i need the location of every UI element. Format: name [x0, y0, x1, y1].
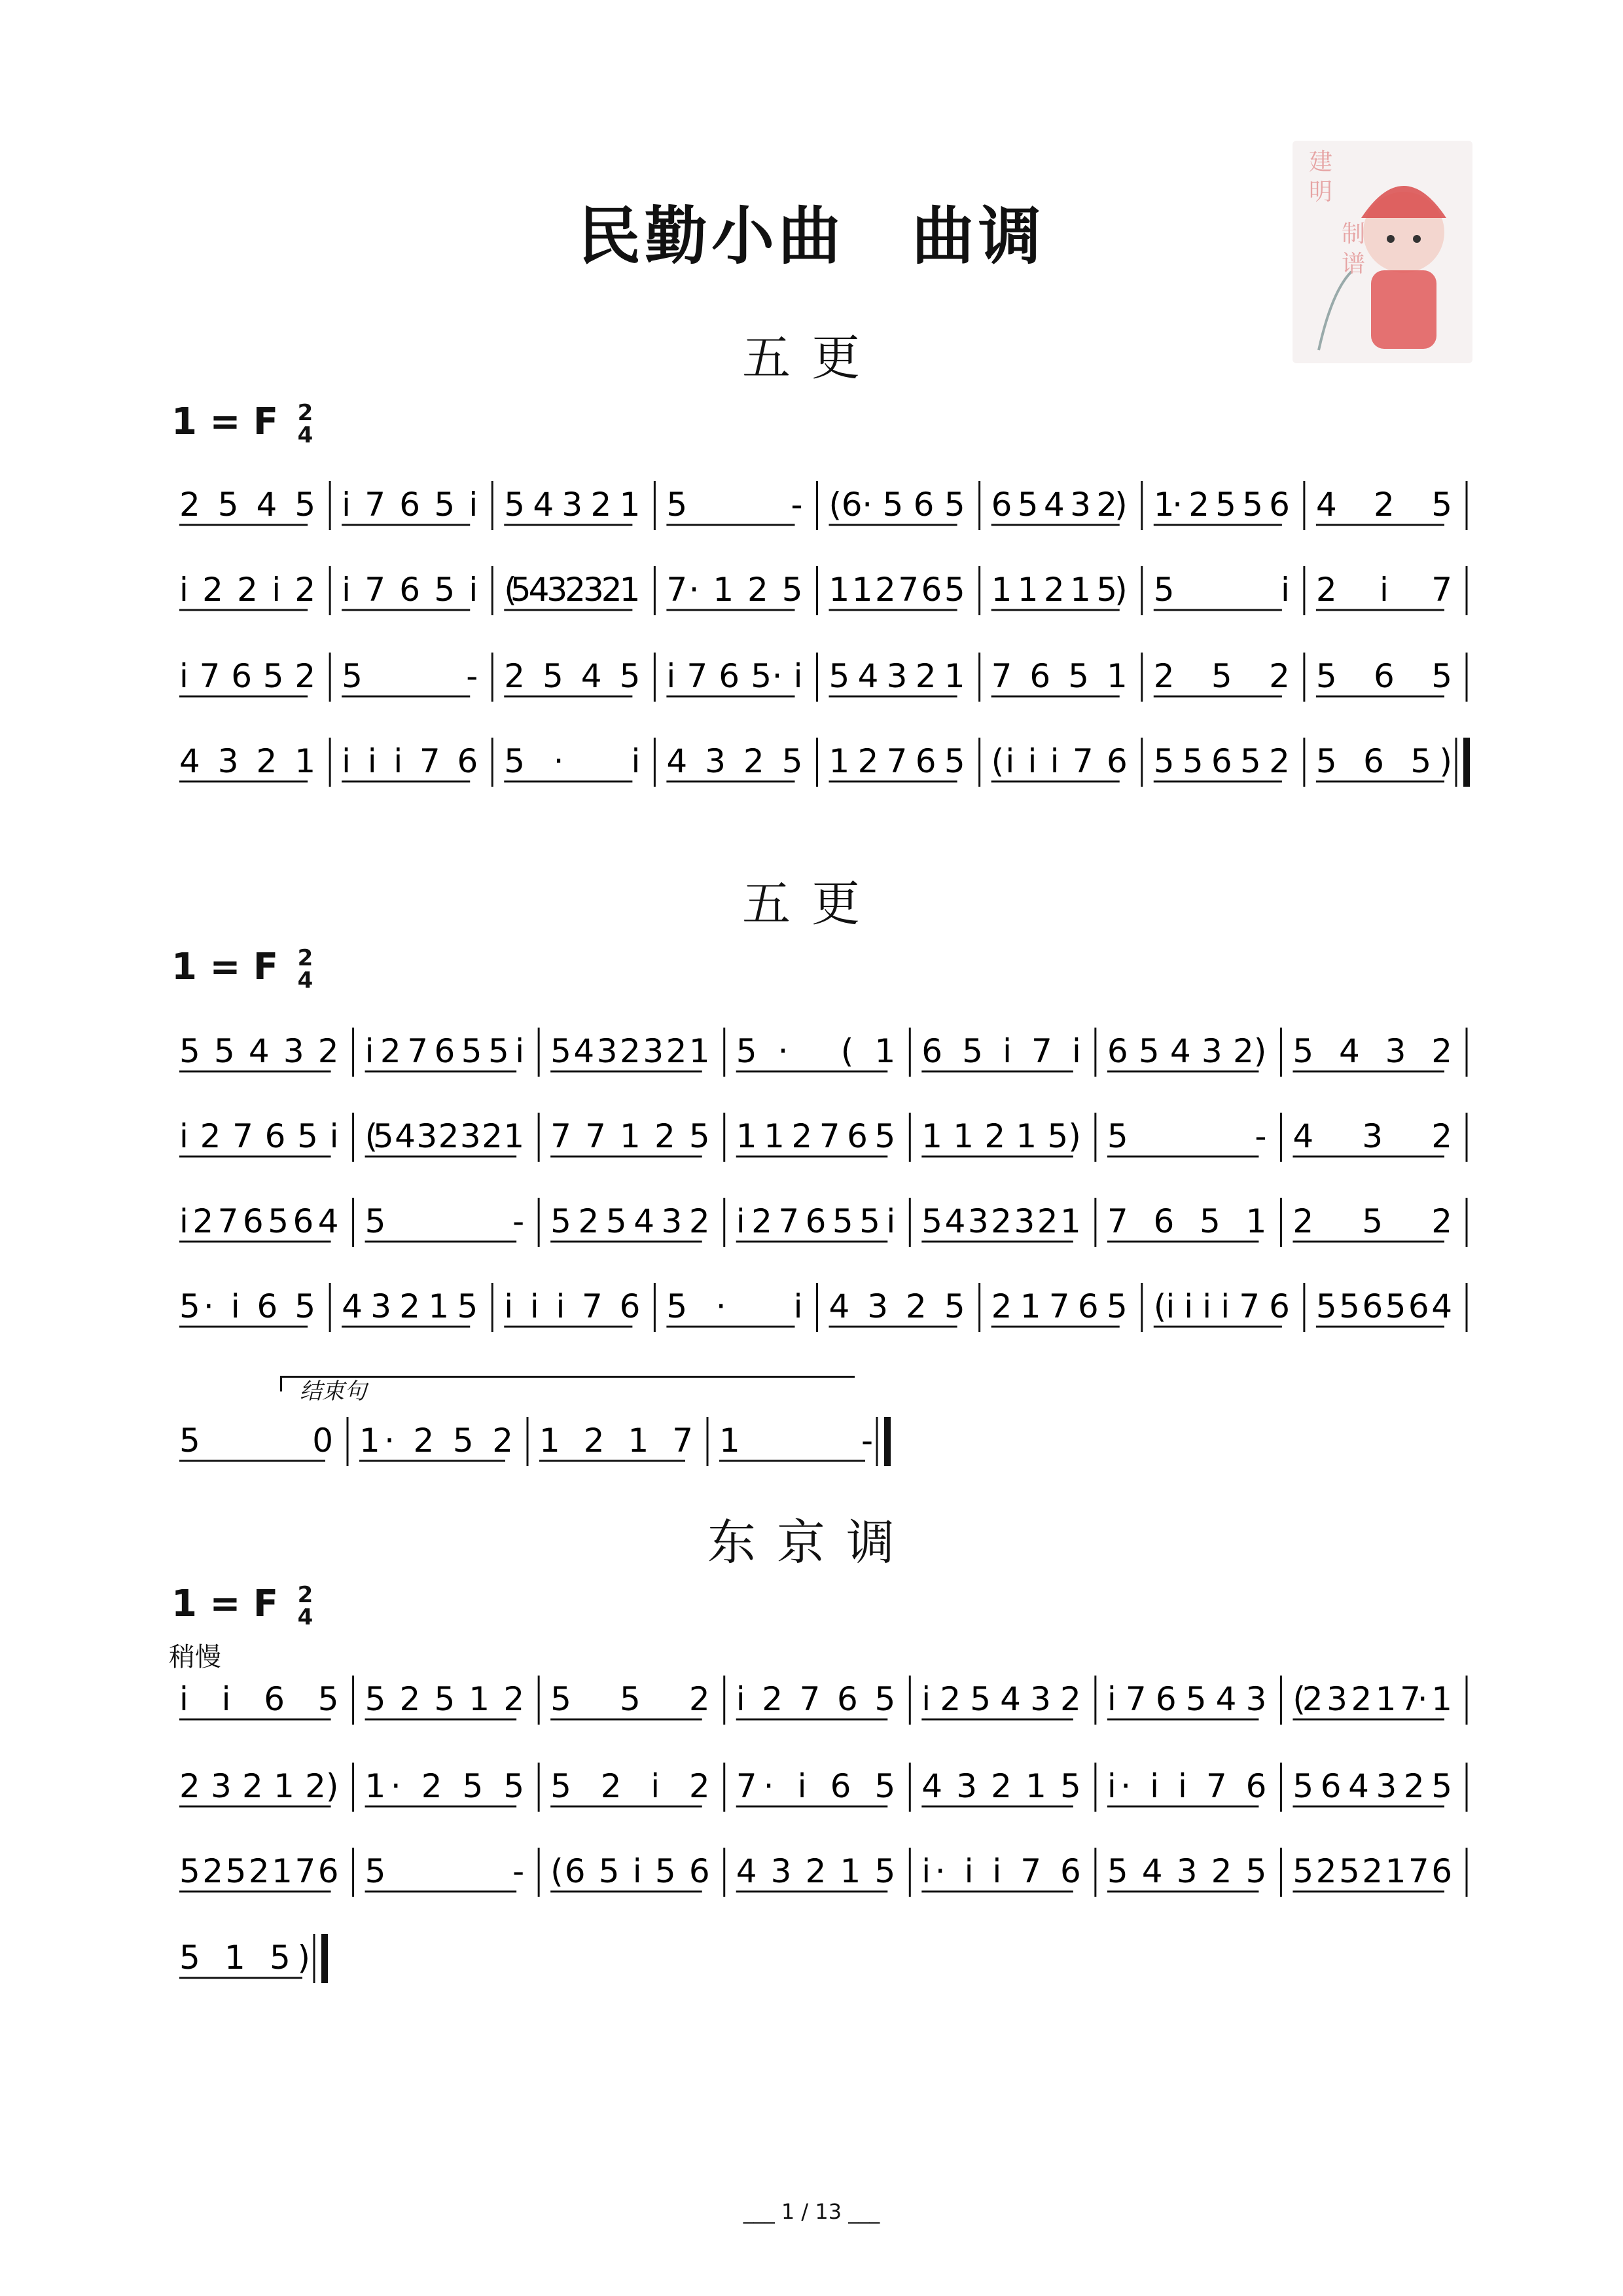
- measure: 5 5 6 5 2: [1153, 742, 1290, 780]
- measure: 1· 2 5 5: [365, 1767, 525, 1805]
- measure: 1 1 2 1 5): [991, 571, 1128, 609]
- measure: i i i 7 6: [342, 742, 478, 780]
- time-signature-1: [297, 399, 313, 448]
- tempo-marking: 稍慢: [169, 1642, 221, 1672]
- time-top-1: 2: [297, 399, 313, 426]
- measure: i 2 7 6 5 6 4: [179, 1202, 339, 1240]
- measure: i 7 6 5 4 3: [1107, 1680, 1267, 1718]
- measure: 5 2 5 2 1 7 6: [1293, 1852, 1452, 1890]
- section-title-2: 五更: [742, 876, 881, 932]
- key-signature-3: [171, 1583, 313, 1628]
- measure: i 2 7 6 5 i: [179, 1117, 339, 1155]
- score-line: [171, 1280, 1471, 1338]
- time-top-2: 2: [297, 944, 313, 971]
- key-text-2: 1 = F: [171, 946, 279, 988]
- measure: 2 i 7: [1315, 571, 1452, 609]
- measure: 5 2 5 2 1 7 6: [179, 1852, 339, 1890]
- measure: 5· i: [504, 742, 641, 780]
- measure: 6 5 i 7 i: [921, 1032, 1081, 1070]
- measure: 5 i: [1153, 571, 1290, 609]
- measure: 7 7 1 2 5: [550, 1117, 710, 1155]
- measure: 5 6 4 3 2 5: [1293, 1767, 1452, 1805]
- page-title: 民勤小曲 曲调: [578, 199, 1045, 273]
- measure: 5 4 3 2: [1293, 1032, 1452, 1070]
- score-line: [171, 1759, 1471, 1818]
- key-text-3: 1 = F: [171, 1583, 279, 1625]
- measure: 4 3 2 1 5: [921, 1767, 1081, 1805]
- measure: 1· 2 5 5 6: [1153, 486, 1290, 524]
- score-line: [171, 1109, 1471, 1168]
- measure: i i 6 5: [179, 1680, 339, 1718]
- measure: 5 0: [179, 1422, 333, 1460]
- measure: 5 6 5): [1315, 742, 1452, 780]
- score-line-svg: [171, 1844, 1471, 1903]
- time-signature-2: [297, 944, 313, 994]
- measure: i 7 6 5 2: [179, 657, 316, 695]
- measure: 5 -: [342, 657, 478, 695]
- score-line: [171, 649, 1471, 708]
- time-signature-3: [297, 1581, 313, 1630]
- measure: 4 3 2 5: [666, 742, 803, 780]
- measure: 1 -: [719, 1422, 873, 1460]
- measure: i 2 7 6 5 5 i: [736, 1202, 896, 1240]
- measure: i 2 5 4 3 2: [921, 1680, 1081, 1718]
- score-line: [171, 1672, 1471, 1731]
- logo-text-left: 建明: [1309, 149, 1333, 206]
- measure: 2 5 4 5: [179, 486, 316, 524]
- section-title-1: 五更: [742, 330, 881, 386]
- measure: 2 3 2 1 2): [179, 1767, 339, 1805]
- measure: 7· 1 2 5: [666, 571, 803, 609]
- score-line: [171, 1024, 1471, 1083]
- measure: 5 -: [365, 1202, 525, 1240]
- measure: 1 2 7 6 5: [829, 742, 965, 780]
- measure: (2 3 2 1 7· 1: [1293, 1680, 1452, 1718]
- measure: 5 -: [365, 1852, 525, 1890]
- measure: 5 1 5): [179, 1939, 310, 1977]
- measure: 2 1 7 6 5: [991, 1287, 1128, 1325]
- measure: 1 2 1 7: [539, 1422, 693, 1460]
- score-line: [171, 734, 1471, 793]
- measure: 1· 2 5 2: [359, 1422, 513, 1460]
- score-line: [171, 478, 1471, 537]
- page-number: ___ 1 / 13 ___: [743, 2199, 880, 2224]
- measure: i· i i 7 6: [1107, 1767, 1267, 1805]
- measure: i· i i 7 6: [921, 1852, 1081, 1890]
- section-title-3: 东京调: [707, 1515, 916, 1571]
- measure: 7 6 5 1: [1107, 1202, 1267, 1240]
- measure: 4 3 2 5: [829, 1287, 965, 1325]
- measure: 7 6 5 1: [991, 657, 1128, 695]
- time-top-3: 2: [297, 1581, 313, 1608]
- score-line-svg: [171, 1194, 1471, 1253]
- measure: (5 4 3 2 3 2 1: [365, 1117, 525, 1155]
- measure: 5 4 3 2 1: [504, 486, 641, 524]
- measure: 1 1 2 7 6 5: [829, 571, 965, 609]
- score-line: [171, 1194, 1471, 1253]
- measure: 5 4 3 2 5: [1107, 1852, 1267, 1890]
- key-signature-1: [171, 401, 313, 446]
- measure: 2 5 2: [1153, 657, 1290, 695]
- measure: 4 3 2 1 5: [342, 1287, 478, 1325]
- measure: 4 2 5: [1315, 486, 1452, 524]
- measure: 5 2 5 4 3 2: [550, 1202, 710, 1240]
- logo-text-right: 制谱: [1342, 221, 1366, 278]
- measure: 5 4 3 2 1: [829, 657, 965, 695]
- measure: 5 5 2: [550, 1680, 710, 1718]
- score-line-svg: [171, 478, 1471, 537]
- score-line-svg: [171, 1024, 1471, 1083]
- score-line-svg: [171, 734, 1471, 793]
- measure: 6 5 4 3 2): [991, 486, 1128, 524]
- measure: 5 2 i 2: [550, 1767, 710, 1805]
- measure: 2 5 4 5: [504, 657, 641, 695]
- score-line: [171, 563, 1471, 622]
- measure: 4 3 2 1 5: [736, 1852, 896, 1890]
- measure: 5· i 6 5: [179, 1287, 316, 1325]
- key-text-1: 1 = F: [171, 401, 279, 443]
- measure: i 7 6 5 i: [342, 571, 478, 609]
- measure: 7· i 6 5: [736, 1767, 896, 1805]
- time-bottom-1: 4: [297, 422, 313, 448]
- measure: 5 6 5: [1315, 657, 1452, 695]
- score-line: [171, 1931, 329, 1990]
- score-line-svg: [171, 1759, 1471, 1818]
- measure: i 2 7 6 5: [736, 1680, 896, 1718]
- measure: 5 5 4 3 2: [179, 1032, 339, 1070]
- key-signature-2: [171, 946, 313, 992]
- score-line-svg: [171, 1280, 1471, 1338]
- measure: 6 5 4 3 2): [1107, 1032, 1267, 1070]
- score-line-svg: [171, 563, 1471, 622]
- measure: (i i i 7 6: [991, 742, 1128, 780]
- measure: i i i 7 6: [504, 1287, 641, 1325]
- measure: 5 4 3 2 3 2 1: [921, 1202, 1081, 1240]
- score-line-svg: [171, 1109, 1471, 1168]
- time-bottom-3: 4: [297, 1604, 313, 1630]
- measure: 5 2 5 1 2: [365, 1680, 525, 1718]
- score-line-svg: [171, 1414, 891, 1473]
- measure: (6· 5 6 5: [829, 486, 965, 524]
- measure: i 7 6 5· i: [666, 657, 803, 695]
- ending-label: 结束句: [300, 1378, 366, 1405]
- measure: 2 5 2: [1293, 1202, 1452, 1240]
- score-line-svg: [171, 1931, 329, 1990]
- measure: 5 -: [666, 486, 803, 524]
- measure: (6 5 i 5 6: [550, 1852, 710, 1890]
- measure: (5 4 3 2 3 2 1: [504, 571, 641, 609]
- measure: 5 4 3 2 3 2 1: [550, 1032, 710, 1070]
- score-line-svg: [171, 1672, 1471, 1731]
- measure: 5 -: [1107, 1117, 1267, 1155]
- ending-bracket-tick: [280, 1376, 282, 1391]
- measure: 5· i: [666, 1287, 803, 1325]
- score-line: [171, 1844, 1471, 1903]
- measure: 1 1 2 1 5): [921, 1117, 1081, 1155]
- measure: i 2 2 i 2: [179, 571, 316, 609]
- measure: i 7 6 5 i: [342, 486, 478, 524]
- score-line-svg: [171, 649, 1471, 708]
- measure: 4 3 2: [1293, 1117, 1452, 1155]
- time-bottom-2: 4: [297, 967, 313, 994]
- measure: 1 1 2 7 6 5: [736, 1117, 896, 1155]
- measure: 5· (1: [736, 1032, 896, 1070]
- measure: (i i i i 7 6: [1153, 1287, 1290, 1325]
- score-line: [171, 1414, 891, 1473]
- measure: i 2 7 6 5 5 i: [365, 1032, 525, 1070]
- measure: 4 3 2 1: [179, 742, 316, 780]
- measure: 5 5 6 5 6 4: [1315, 1287, 1452, 1325]
